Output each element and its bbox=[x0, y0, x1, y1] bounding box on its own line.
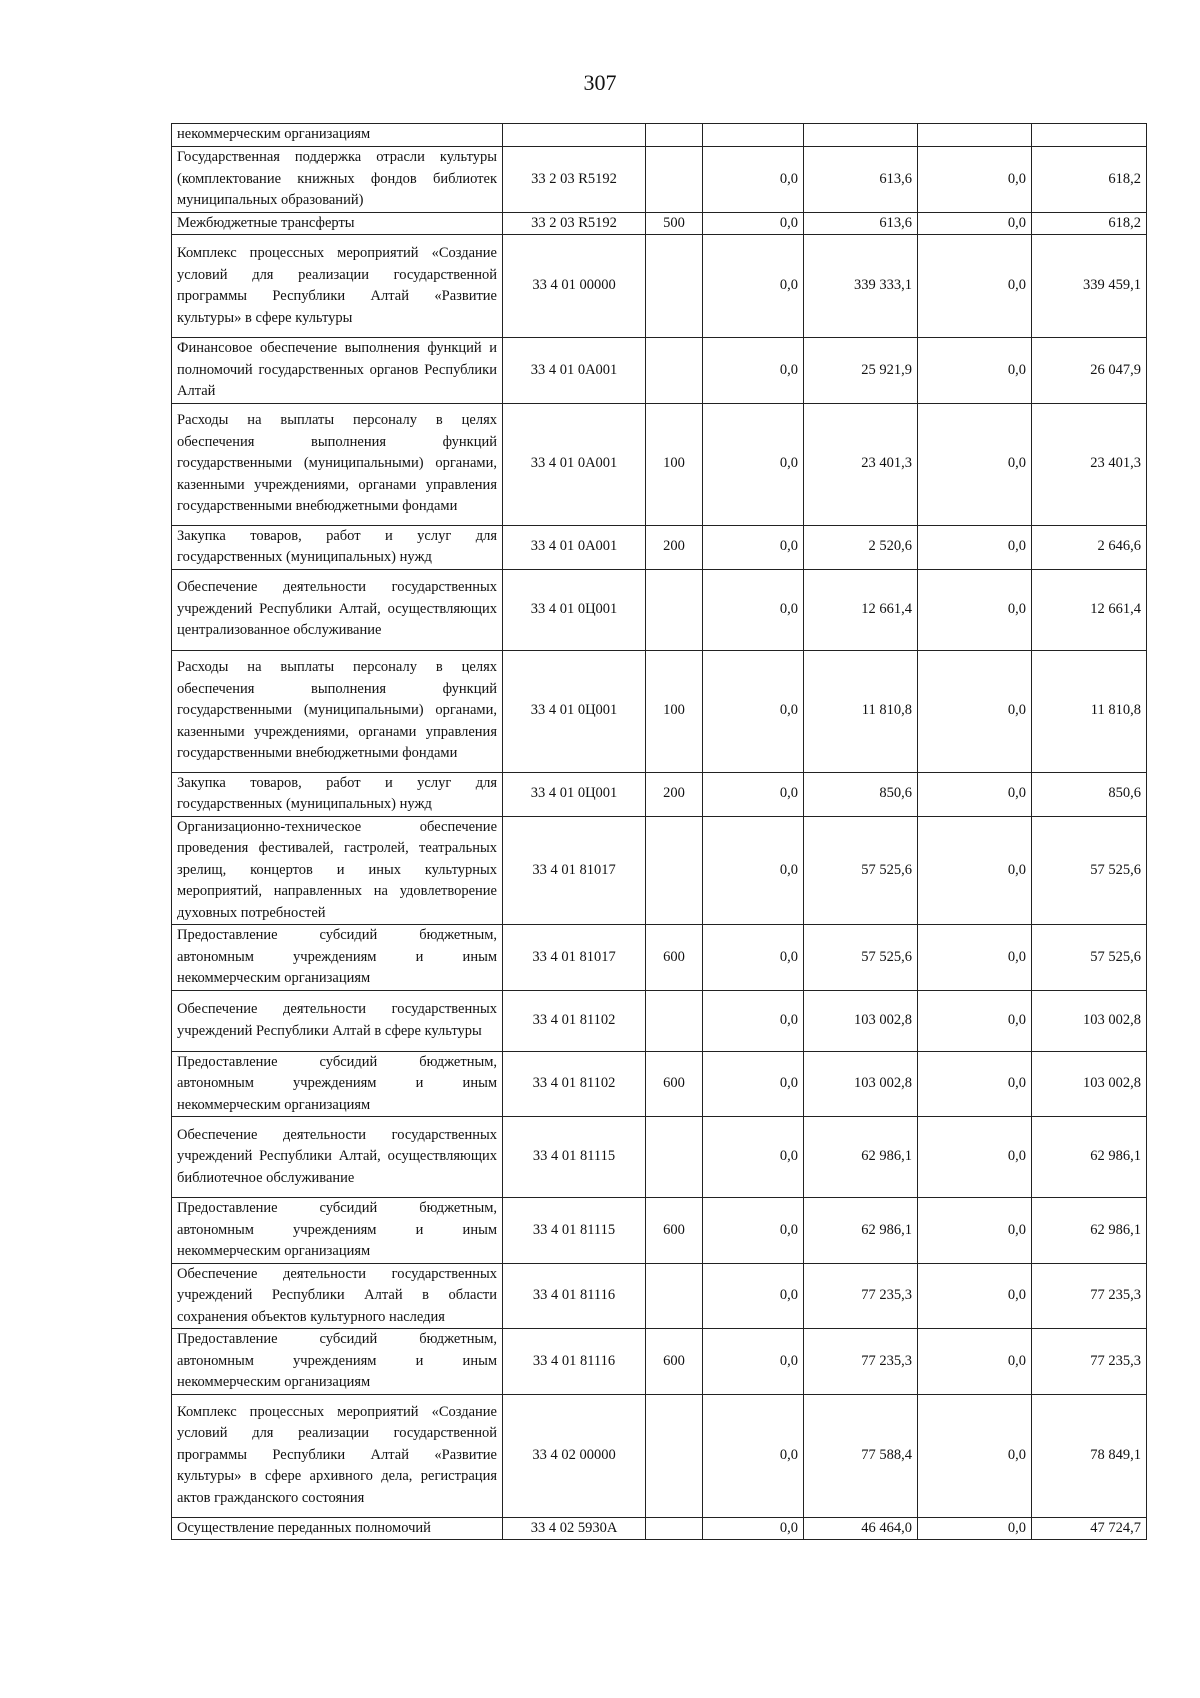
target-code-cell: 33 4 01 81115 bbox=[503, 1198, 646, 1264]
amount-cell-1: 0,0 bbox=[703, 525, 804, 569]
target-code-cell: 33 4 01 81102 bbox=[503, 990, 646, 1051]
expense-name-cell: Комплекс процессных мероприятий «Создание условий для реализации государственной программы Республики Алтай «Развитие культуры» в сфере культуры bbox=[172, 235, 503, 338]
amount-cell-2: 613,6 bbox=[804, 212, 918, 235]
amount-cell-3 bbox=[918, 124, 1032, 147]
target-code-cell: 33 2 03 R5192 bbox=[503, 212, 646, 235]
amount-cell-4: 23 401,3 bbox=[1032, 403, 1147, 525]
amount-cell-2: 57 525,6 bbox=[804, 816, 918, 925]
amount-cell-1: 0,0 bbox=[703, 338, 804, 404]
table-row bbox=[172, 1263, 1147, 1329]
table-row bbox=[172, 990, 1147, 1051]
amount-cell-3: 0,0 bbox=[918, 816, 1032, 925]
amount-cell-3: 0,0 bbox=[918, 1263, 1032, 1329]
table-row bbox=[172, 147, 1147, 213]
expense-name-cell: Финансовое обеспечение выполнения функций и полномочий государственных органов Республики Алтай bbox=[172, 338, 503, 404]
amount-cell-3: 0,0 bbox=[918, 1198, 1032, 1264]
amount-cell-3: 0,0 bbox=[918, 569, 1032, 650]
amount-cell-2: 23 401,3 bbox=[804, 403, 918, 525]
target-code-cell: 33 4 01 0Ц001 bbox=[503, 569, 646, 650]
target-code-cell: 33 4 01 81115 bbox=[503, 1117, 646, 1198]
target-code-cell: 33 4 01 00000 bbox=[503, 235, 646, 338]
amount-cell-2: 103 002,8 bbox=[804, 1051, 918, 1117]
amount-cell-2: 46 464,0 bbox=[804, 1517, 918, 1540]
amount-cell-4: 62 986,1 bbox=[1032, 1198, 1147, 1264]
expense-type-cell: 100 bbox=[646, 650, 703, 772]
target-code-cell: 33 2 03 R5192 bbox=[503, 147, 646, 213]
expense-name-cell: Предоставление субсидий бюджетным, автономным учреждениям и иным некоммерческим организациям bbox=[172, 1329, 503, 1395]
amount-cell-3: 0,0 bbox=[918, 1394, 1032, 1517]
table-row bbox=[172, 569, 1147, 650]
expense-name-cell: Расходы на выплаты персоналу в целях обеспечения выполнения функций государственными (муниципальными) органами, казенными учреждениями, органами управления государственными внебюджетными фондами bbox=[172, 403, 503, 525]
amount-cell-3: 0,0 bbox=[918, 212, 1032, 235]
amount-cell-4: 103 002,8 bbox=[1032, 990, 1147, 1051]
expense-type-cell: 600 bbox=[646, 1329, 703, 1395]
expense-type-cell bbox=[646, 569, 703, 650]
amount-cell-2: 25 921,9 bbox=[804, 338, 918, 404]
table-row bbox=[172, 772, 1147, 816]
target-code-cell: 33 4 02 5930А bbox=[503, 1517, 646, 1540]
expense-name-cell: Обеспечение деятельности государственных учреждений Республики Алтай, осуществляющих библиотечное обслуживание bbox=[172, 1117, 503, 1198]
amount-cell-2: 62 986,1 bbox=[804, 1117, 918, 1198]
amount-cell-2: 57 525,6 bbox=[804, 925, 918, 991]
expense-type-cell: 600 bbox=[646, 1198, 703, 1264]
amount-cell-1: 0,0 bbox=[703, 650, 804, 772]
amount-cell-4: 78 849,1 bbox=[1032, 1394, 1147, 1517]
amount-cell-3: 0,0 bbox=[918, 525, 1032, 569]
target-code-cell: 33 4 01 0А001 bbox=[503, 403, 646, 525]
amount-cell-3: 0,0 bbox=[918, 1051, 1032, 1117]
table-row bbox=[172, 1198, 1147, 1264]
amount-cell-1: 0,0 bbox=[703, 772, 804, 816]
expense-name-cell: Обеспечение деятельности государственных учреждений Республики Алтай в области сохранения объектов культурного наследия bbox=[172, 1263, 503, 1329]
amount-cell-2: 339 333,1 bbox=[804, 235, 918, 338]
table-row bbox=[172, 1051, 1147, 1117]
amount-cell-4: 47 724,7 bbox=[1032, 1517, 1147, 1540]
expense-type-cell: 200 bbox=[646, 525, 703, 569]
amount-cell-2 bbox=[804, 124, 918, 147]
amount-cell-3: 0,0 bbox=[918, 235, 1032, 338]
expense-name-cell: Закупка товаров, работ и услуг для государственных (муниципальных) нужд bbox=[172, 772, 503, 816]
amount-cell-2: 77 588,4 bbox=[804, 1394, 918, 1517]
amount-cell-4: 11 810,8 bbox=[1032, 650, 1147, 772]
expense-type-cell bbox=[646, 235, 703, 338]
amount-cell-2: 12 661,4 bbox=[804, 569, 918, 650]
amount-cell-2: 77 235,3 bbox=[804, 1329, 918, 1395]
expense-name-cell: некоммерческим организациям bbox=[172, 124, 503, 147]
target-code-cell: 33 4 01 81116 bbox=[503, 1329, 646, 1395]
expense-type-cell: 600 bbox=[646, 925, 703, 991]
amount-cell-3: 0,0 bbox=[918, 1517, 1032, 1540]
amount-cell-1: 0,0 bbox=[703, 1117, 804, 1198]
amount-cell-1 bbox=[703, 124, 804, 147]
table-row bbox=[172, 403, 1147, 525]
amount-cell-3: 0,0 bbox=[918, 1117, 1032, 1198]
table-row bbox=[172, 525, 1147, 569]
target-code-cell: 33 4 01 0Ц001 bbox=[503, 772, 646, 816]
target-code-cell: 33 4 01 0А001 bbox=[503, 525, 646, 569]
amount-cell-1: 0,0 bbox=[703, 990, 804, 1051]
amount-cell-4: 62 986,1 bbox=[1032, 1117, 1147, 1198]
expense-name-cell: Закупка товаров, работ и услуг для государственных (муниципальных) нужд bbox=[172, 525, 503, 569]
table-row bbox=[172, 124, 1147, 147]
expense-name-cell: Межбюджетные трансферты bbox=[172, 212, 503, 235]
amount-cell-3: 0,0 bbox=[918, 1329, 1032, 1395]
budget-table bbox=[171, 123, 1147, 1540]
target-code-cell: 33 4 01 81017 bbox=[503, 816, 646, 925]
expense-name-cell: Осуществление переданных полномочий bbox=[172, 1517, 503, 1540]
expense-type-cell bbox=[646, 338, 703, 404]
expense-type-cell: 600 bbox=[646, 1051, 703, 1117]
amount-cell-1: 0,0 bbox=[703, 235, 804, 338]
amount-cell-4: 339 459,1 bbox=[1032, 235, 1147, 338]
table-row bbox=[172, 235, 1147, 338]
target-code-cell: 33 4 01 0Ц001 bbox=[503, 650, 646, 772]
expense-type-cell bbox=[646, 124, 703, 147]
expense-type-cell bbox=[646, 990, 703, 1051]
amount-cell-2: 2 520,6 bbox=[804, 525, 918, 569]
amount-cell-1: 0,0 bbox=[703, 569, 804, 650]
expense-type-cell bbox=[646, 1394, 703, 1517]
amount-cell-1: 0,0 bbox=[703, 925, 804, 991]
target-code-cell: 33 4 01 81017 bbox=[503, 925, 646, 991]
expense-name-cell: Обеспечение деятельности государственных учреждений Республики Алтай, осуществляющих централизованное обслуживание bbox=[172, 569, 503, 650]
target-code-cell: 33 4 01 0А001 bbox=[503, 338, 646, 404]
amount-cell-1: 0,0 bbox=[703, 1051, 804, 1117]
table-row bbox=[172, 338, 1147, 404]
amount-cell-1: 0,0 bbox=[703, 147, 804, 213]
amount-cell-1: 0,0 bbox=[703, 1198, 804, 1264]
expense-name-cell: Предоставление субсидий бюджетным, автономным учреждениям и иным некоммерческим организациям bbox=[172, 1198, 503, 1264]
expense-name-cell: Предоставление субсидий бюджетным, автономным учреждениям и иным некоммерческим организациям bbox=[172, 1051, 503, 1117]
amount-cell-4: 26 047,9 bbox=[1032, 338, 1147, 404]
expense-name-cell: Комплекс процессных мероприятий «Создание условий для реализации государственной программы Республики Алтай «Развитие культуры» в сфере архивного дела, регистрация актов гражданского состояния bbox=[172, 1394, 503, 1517]
amount-cell-2: 11 810,8 bbox=[804, 650, 918, 772]
amount-cell-4: 103 002,8 bbox=[1032, 1051, 1147, 1117]
amount-cell-4: 57 525,6 bbox=[1032, 925, 1147, 991]
expense-name-cell: Государственная поддержка отрасли культуры (комплектование книжных фондов библиотек муниципальных образований) bbox=[172, 147, 503, 213]
amount-cell-4: 850,6 bbox=[1032, 772, 1147, 816]
table-row bbox=[172, 212, 1147, 235]
amount-cell-2: 103 002,8 bbox=[804, 990, 918, 1051]
table-body bbox=[172, 124, 1147, 1540]
amount-cell-1: 0,0 bbox=[703, 1329, 804, 1395]
expense-type-cell bbox=[646, 1117, 703, 1198]
amount-cell-2: 613,6 bbox=[804, 147, 918, 213]
expense-type-cell bbox=[646, 1263, 703, 1329]
table-row bbox=[172, 1117, 1147, 1198]
target-code-cell: 33 4 02 00000 bbox=[503, 1394, 646, 1517]
expense-name-cell: Расходы на выплаты персоналу в целях обеспечения выполнения функций государственными (муниципальными) органами, казенными учреждениями, органами управления государственными внебюджетными фондами bbox=[172, 650, 503, 772]
amount-cell-4: 618,2 bbox=[1032, 147, 1147, 213]
amount-cell-3: 0,0 bbox=[918, 650, 1032, 772]
amount-cell-1: 0,0 bbox=[703, 1394, 804, 1517]
target-code-cell bbox=[503, 124, 646, 147]
table-row bbox=[172, 1329, 1147, 1395]
expense-type-cell: 500 bbox=[646, 212, 703, 235]
amount-cell-3: 0,0 bbox=[918, 403, 1032, 525]
expense-name-cell: Организационно-техническое обеспечение проведения фестивалей, гастролей, театральных зрелищ, концертов и иных культурных мероприятий, направленных на удовлетворение духовных потребностей bbox=[172, 816, 503, 925]
amount-cell-4: 77 235,3 bbox=[1032, 1329, 1147, 1395]
amount-cell-2: 77 235,3 bbox=[804, 1263, 918, 1329]
amount-cell-3: 0,0 bbox=[918, 772, 1032, 816]
amount-cell-1: 0,0 bbox=[703, 816, 804, 925]
amount-cell-4: 618,2 bbox=[1032, 212, 1147, 235]
amount-cell-1: 0,0 bbox=[703, 212, 804, 235]
expense-name-cell: Обеспечение деятельности государственных учреждений Республики Алтай в сфере культуры bbox=[172, 990, 503, 1051]
expense-type-cell bbox=[646, 1517, 703, 1540]
amount-cell-3: 0,0 bbox=[918, 925, 1032, 991]
expense-type-cell bbox=[646, 147, 703, 213]
target-code-cell: 33 4 01 81102 bbox=[503, 1051, 646, 1117]
page-number: 307 bbox=[583, 70, 617, 95]
amount-cell-4: 2 646,6 bbox=[1032, 525, 1147, 569]
amount-cell-3: 0,0 bbox=[918, 147, 1032, 213]
amount-cell-2: 850,6 bbox=[804, 772, 918, 816]
amount-cell-1: 0,0 bbox=[703, 403, 804, 525]
amount-cell-4: 77 235,3 bbox=[1032, 1263, 1147, 1329]
expense-name-cell: Предоставление субсидий бюджетным, автономным учреждениям и иным некоммерческим организациям bbox=[172, 925, 503, 991]
amount-cell-3: 0,0 bbox=[918, 338, 1032, 404]
table-row bbox=[172, 1394, 1147, 1517]
expense-type-cell: 200 bbox=[646, 772, 703, 816]
amount-cell-2: 62 986,1 bbox=[804, 1198, 918, 1264]
table-row bbox=[172, 925, 1147, 991]
target-code-cell: 33 4 01 81116 bbox=[503, 1263, 646, 1329]
amount-cell-4: 57 525,6 bbox=[1032, 816, 1147, 925]
expense-type-cell bbox=[646, 816, 703, 925]
amount-cell-4 bbox=[1032, 124, 1147, 147]
table-row bbox=[172, 1517, 1147, 1540]
table-row bbox=[172, 650, 1147, 772]
table-row bbox=[172, 816, 1147, 925]
amount-cell-4: 12 661,4 bbox=[1032, 569, 1147, 650]
amount-cell-1: 0,0 bbox=[703, 1517, 804, 1540]
amount-cell-3: 0,0 bbox=[918, 990, 1032, 1051]
amount-cell-1: 0,0 bbox=[703, 1263, 804, 1329]
expense-type-cell: 100 bbox=[646, 403, 703, 525]
